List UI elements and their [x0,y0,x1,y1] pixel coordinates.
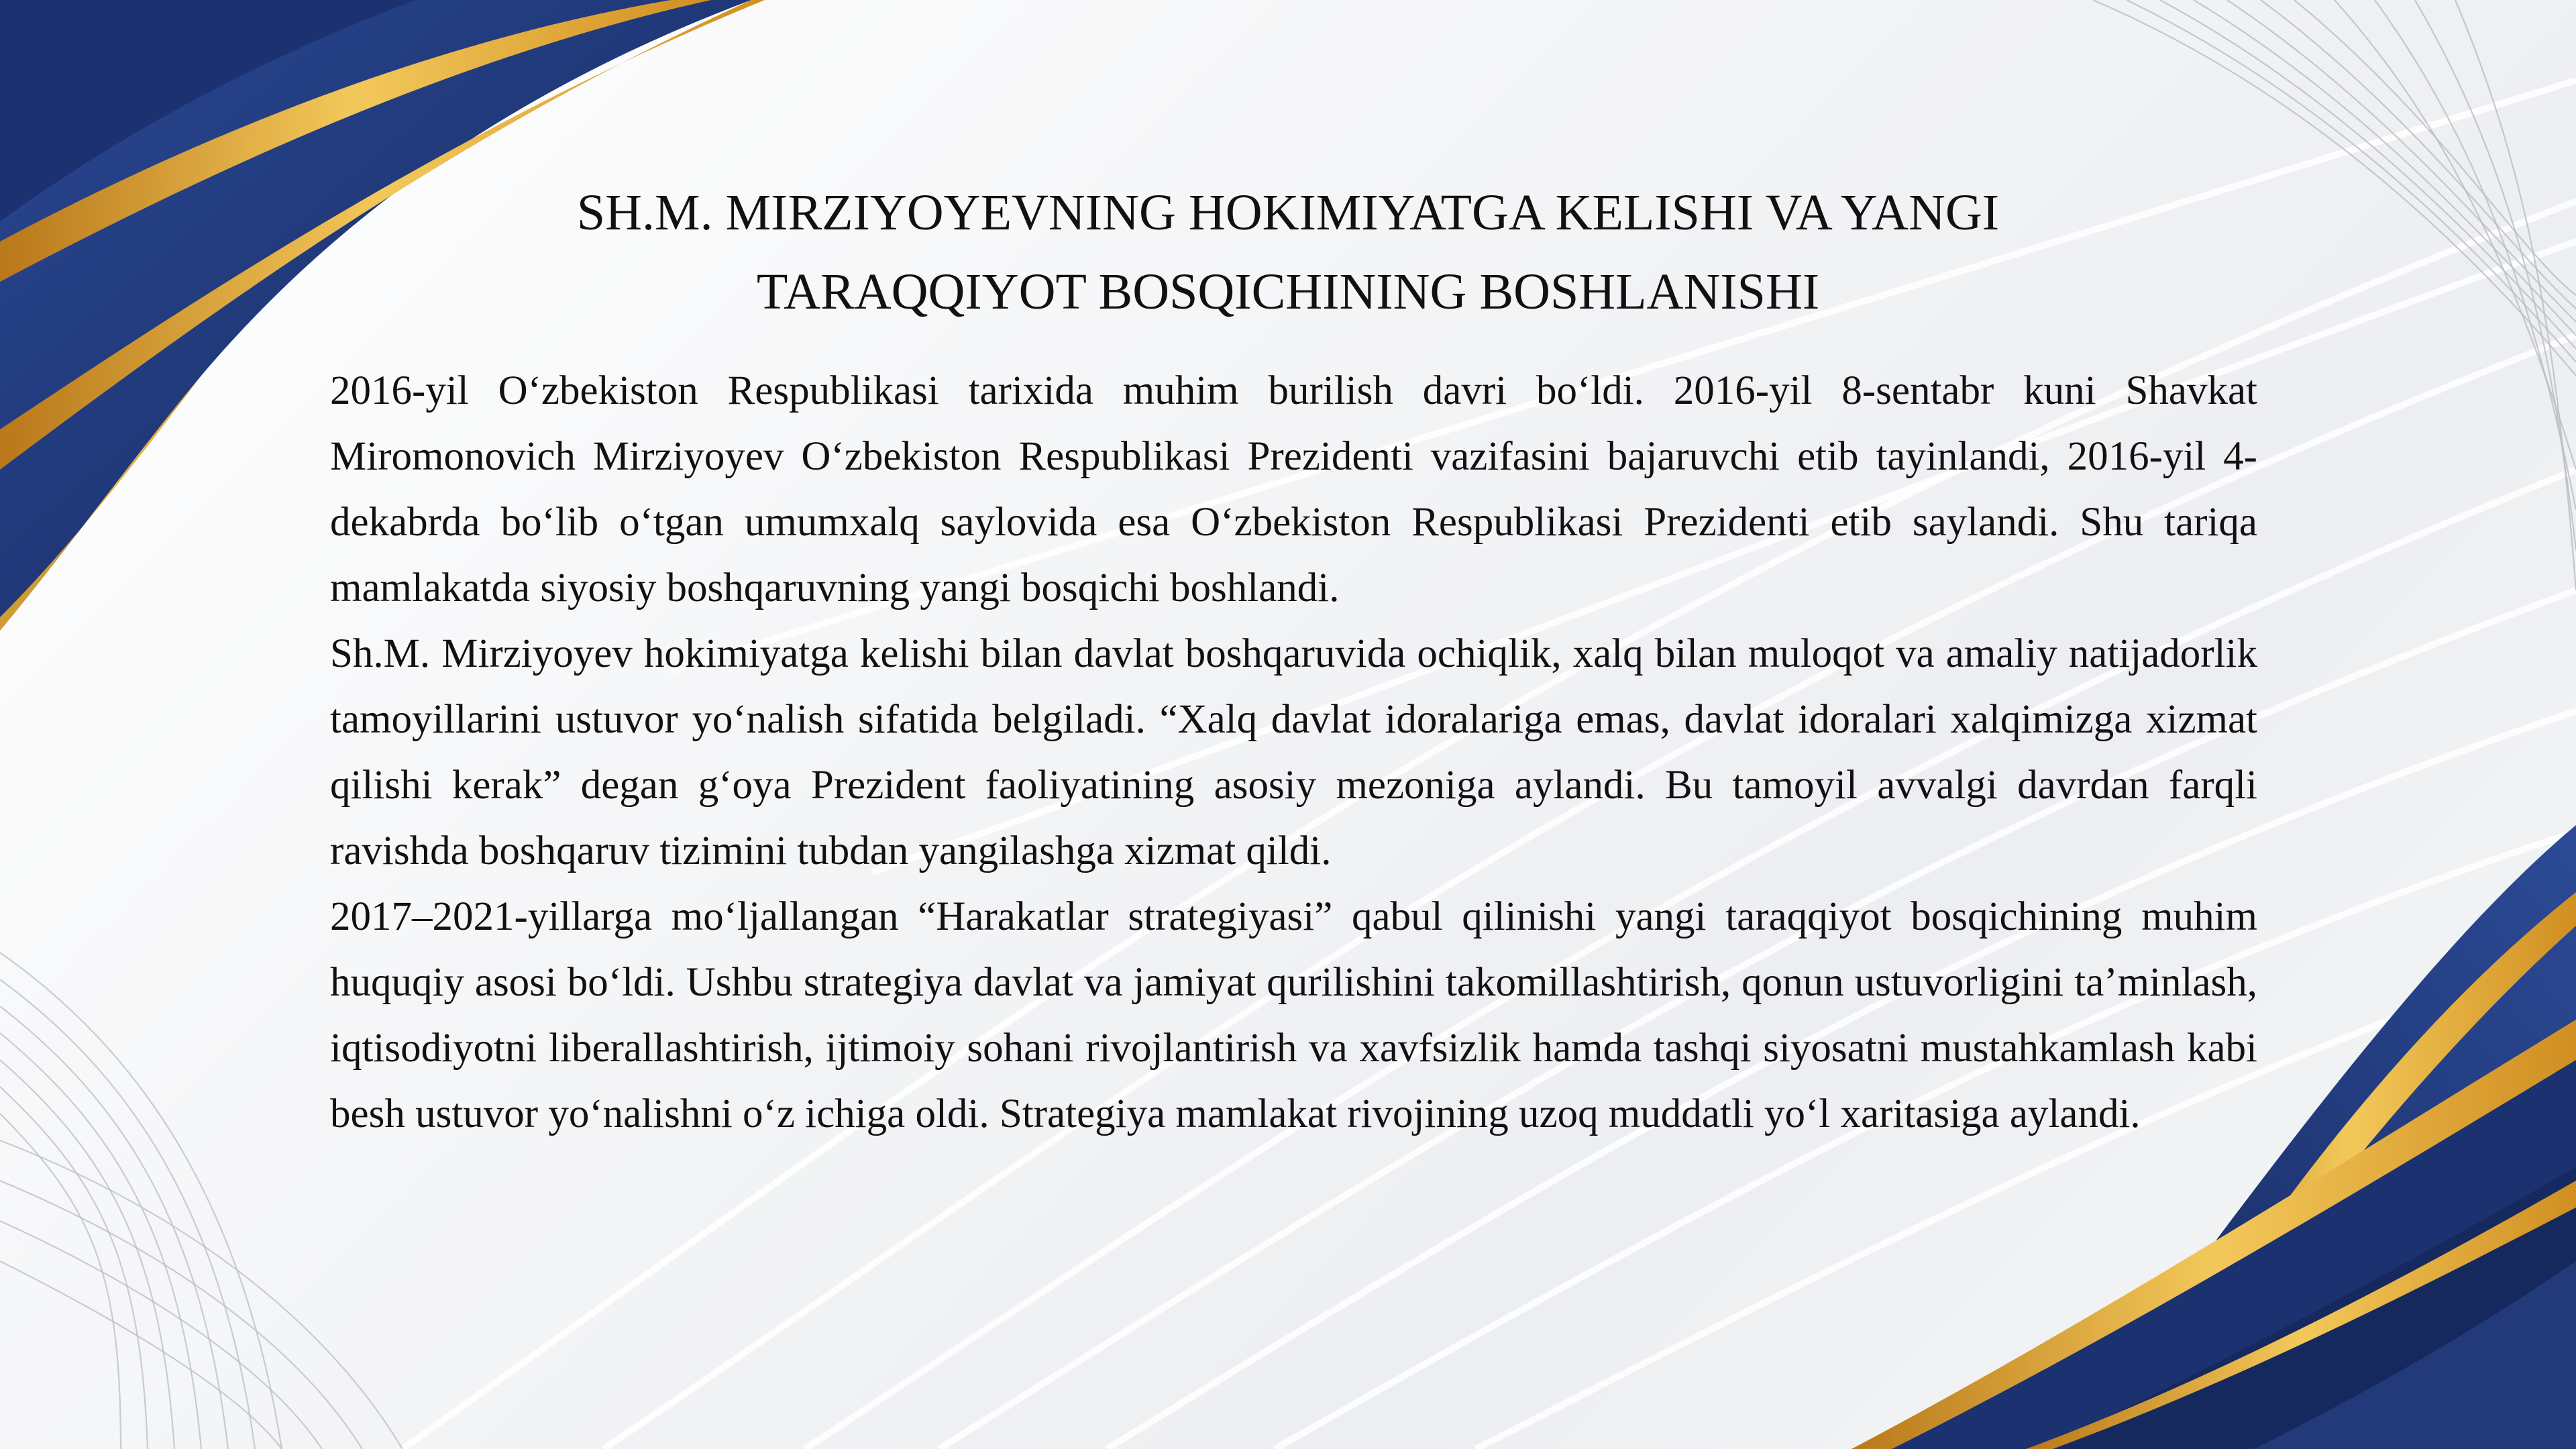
paragraph-1: 2016-yil O‘zbekiston Respublikasi tarixida muhim burilish davri bo‘ldi. 2016-yil 8-sentabr kuni Shavkat Miromonovich Mirziyoyev O‘zbekiston Respublikasi Prezidenti vazifasini bajaruvchi etib tayinlandi, 2016-yil 4-dekabrda bo‘lib o‘tgan umumxalq saylovida esa O‘zbekiston Respublikasi Prezidenti etib saylandi. Shu tariqa mamlakatda siyosiy boshqaruvning yangi bosqichi boshlandi. [330,368,2257,610]
paragraph-3: 2017–2021-yillarga mo‘ljallangan “Harakatlar strategiyasi” qabul qilinishi yangi taraqqiyot bosqichining muhim huquqiy asosi bo‘ldi. Ushbu strategiya davlat va jamiyat qurilishini takomillashtirish, qonun ustuvorligini ta’minlash, iqtisodiyotni liberallashtirish, ijtimoiy sohani rivojlantirish va xavfsizlik hamda tashqi siyosatni mustahkamlash kabi besh ustuvor yo‘nalishni o‘z ichiga oldi. Strategiya mamlakat rivojining uzoq muddatli yo‘l xaritasiga aylandi. [330,894,2257,1136]
slide-title-line-2: TARAQQIYOT BOSQICHINING BOSHLANISHI [756,264,1820,320]
paragraph-2: Sh.M. Mirziyoyev hokimiyatga kelishi bilan davlat boshqaruvida ochiqlik, xalq bilan muloqot va amaliy natijadorlik tamoyillarini ustuvor yo‘nalish sifatida belgiladi. “Xalq davlat idoralariga emas, davlat idoralari xalqimizga xizmat qilishi kerak” degan g‘oya Prezident faoliyatining asosiy mezoniga aylandi. Bu tamoyil avvalgi davrdan farqli ravishda boshqaruv tizimini tubdan yangilashga xizmat qildi. [330,631,2257,873]
slide-body [330,358,2257,1147]
slide-title [322,173,2254,331]
slide-title-line-1: SH.M. MIRZIYOYEVNING HOKIMIYATGA KELISHI VA YANGI [576,184,2000,241]
